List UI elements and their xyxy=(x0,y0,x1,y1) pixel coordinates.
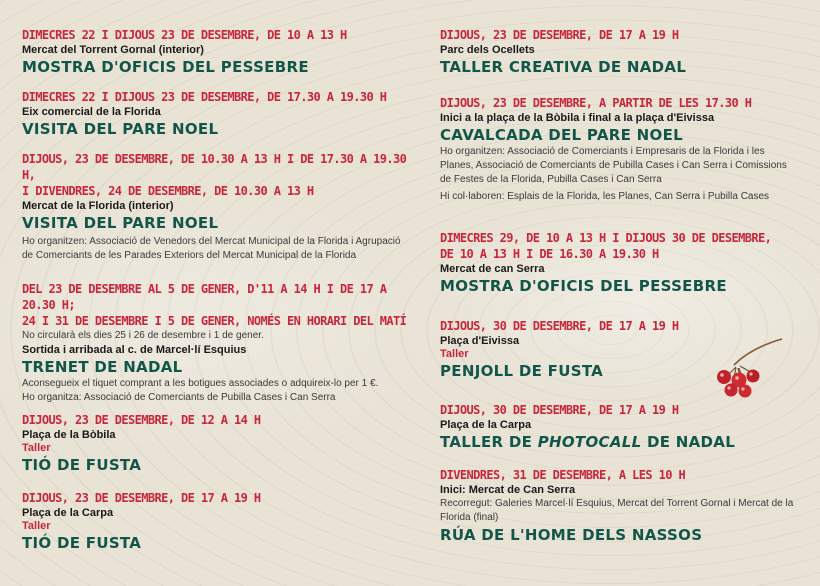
event-entry xyxy=(22,27,410,77)
event-title: VISITA DEL PARE NOEL xyxy=(22,120,219,138)
event-title: TIÓ DE FUSTA xyxy=(22,456,142,474)
event-date-continued: 24 I 31 DE DESEMBRE I 5 DE GENER, NOMÉS EN HORARI DEL MATÍ xyxy=(22,314,407,328)
event-tag: Taller xyxy=(440,348,469,360)
event-date: DIJOUS, 23 DE DESEMBRE, A PARTIR DE LES 17.30 H xyxy=(440,96,752,110)
event-place: Plaça de la Carpa xyxy=(22,507,114,519)
event-entry xyxy=(22,490,410,553)
event-entry xyxy=(22,412,410,475)
event-entry xyxy=(440,95,798,204)
event-place: Mercat de can Serra xyxy=(440,263,545,275)
event-title: VISITA DEL PARE NOEL xyxy=(22,214,219,232)
event-place: Parc dels Ocellets xyxy=(440,44,535,56)
event-date: DIJOUS, 23 DE DESEMBRE, DE 17 A 19 H xyxy=(22,491,261,505)
event-entry xyxy=(440,230,798,296)
event-title-part: TALLER DE xyxy=(440,433,538,451)
event-date: DIJOUS, 30 DE DESEMBRE, DE 17 A 19 H xyxy=(440,403,679,417)
event-entry xyxy=(440,402,798,452)
event-place: Eix comercial de la Florida xyxy=(22,106,161,118)
event-collaborators: Hi col·laboren: Esplais de la Florida, les Planes, Can Serra i Pubilla Cases xyxy=(440,191,770,202)
event-organizers: Ho organitzen: Associació de Comerciants i Empresaris de la Florida i les Planes, Associació de Comerciants de Pubilla Cases i Can Serra i Comissions de Festes de la Florida, Pubilla Cases i Can Serra xyxy=(440,146,787,185)
event-date: DIMECRES 22 I DIJOUS 23 DE DESEMBRE, DE 17.30 A 19.30 H xyxy=(22,90,387,104)
event-date: DIJOUS, 23 DE DESEMBRE, DE 17 A 19 H xyxy=(440,28,679,42)
event-place: Plaça de la Bòbila xyxy=(22,429,116,441)
event-organizers: Ho organitzen: Associació de Venedors del Mercat Municipal de la Florida i Agrupació de Comerciants de les Parades Exteriors del Mercat Municipal de la Florida xyxy=(22,236,401,261)
event-date: DIJOUS, 23 DE DESEMBRE, DE 10.30 A 13 H I DE 17.30 A 19.30 H, xyxy=(22,152,407,182)
holly-berries-illustration xyxy=(706,335,786,400)
event-date: DEL 23 DE DESEMBRE AL 5 DE GENER, D'11 A 14 H I DE 17 A 20.30 H; xyxy=(22,282,387,312)
event-title: MOSTRA D'OFICIS DEL PESSEBRE xyxy=(440,277,727,295)
event-date: DIMECRES 29, DE 10 A 13 H I DIJOUS 30 DE DESEMBRE, xyxy=(440,231,772,245)
event-title: TRENET DE NADAL xyxy=(22,358,183,376)
event-title: CAVALCADA DEL PARE NOEL xyxy=(440,126,683,144)
event-place: Inici a la plaça de la Bòbila i final a la plaça d'Eivissa xyxy=(440,112,715,124)
event-date: DIJOUS, 23 DE DESEMBRE, DE 12 A 14 H xyxy=(22,413,261,427)
event-organizers: Ho organitza: Associació de Comerciants de Pubilla Cases i Can Serra xyxy=(22,392,336,403)
event-entry xyxy=(22,89,410,139)
event-place: Plaça de la Carpa xyxy=(440,419,532,431)
event-tag: Taller xyxy=(22,520,51,532)
event-place: Inici: Mercat de Can Serra xyxy=(440,484,576,496)
event-entry xyxy=(440,27,798,77)
event-entry xyxy=(22,151,410,263)
event-ticket-note: Aconsegueix el tiquet comprant a les botigues associades o adquireix-lo per 1 €. xyxy=(22,378,379,389)
event-place: Mercat del Torrent Gornal (interior) xyxy=(22,44,204,56)
event-title: TIÓ DE FUSTA xyxy=(22,534,142,552)
event-tag: Taller xyxy=(22,442,51,454)
event-title-part: DE NADAL xyxy=(641,433,736,451)
event-title: RÚA DE L'HOME DELS NASSOS xyxy=(440,526,703,544)
event-date-continued: I DIVENDRES, 24 DE DESEMBRE, DE 10.30 A 13 H xyxy=(22,184,314,198)
event-notice: No circularà els dies 25 i 26 de desembre i 1 de gener. xyxy=(22,330,264,341)
event-place: Mercat de la Florida (interior) xyxy=(22,200,174,212)
event-date: DIJOUS, 30 DE DESEMBRE, DE 17 A 19 H xyxy=(440,319,679,333)
event-entry xyxy=(440,467,798,545)
event-date: DIVENDRES, 31 DE DESEMBRE, A LES 10 H xyxy=(440,468,686,482)
event-date: DIMECRES 22 I DIJOUS 23 DE DESEMBRE, DE 10 A 13 H xyxy=(22,28,347,42)
event-place: Plaça d'Eivissa xyxy=(440,335,520,347)
event-entry xyxy=(22,281,410,405)
event-title-italic: PHOTOCALL xyxy=(537,433,642,451)
event-title: MOSTRA D'OFICIS DEL PESSEBRE xyxy=(22,58,309,76)
event-route: Recorregut: Galeries Marcel·lí Esquius, Mercat del Torrent Gornal i Mercat de la Florida (final) xyxy=(440,498,794,523)
event-title: TALLER CREATIVA DE NADAL xyxy=(440,58,687,76)
event-title xyxy=(440,432,798,452)
event-title: PENJOLL DE FUSTA xyxy=(440,362,604,380)
event-place: Sortida i arribada al c. de Marcel·lí Esquius xyxy=(22,344,247,356)
event-date-continued: DE 10 A 13 H I DE 16.30 A 19.30 H xyxy=(440,247,659,261)
